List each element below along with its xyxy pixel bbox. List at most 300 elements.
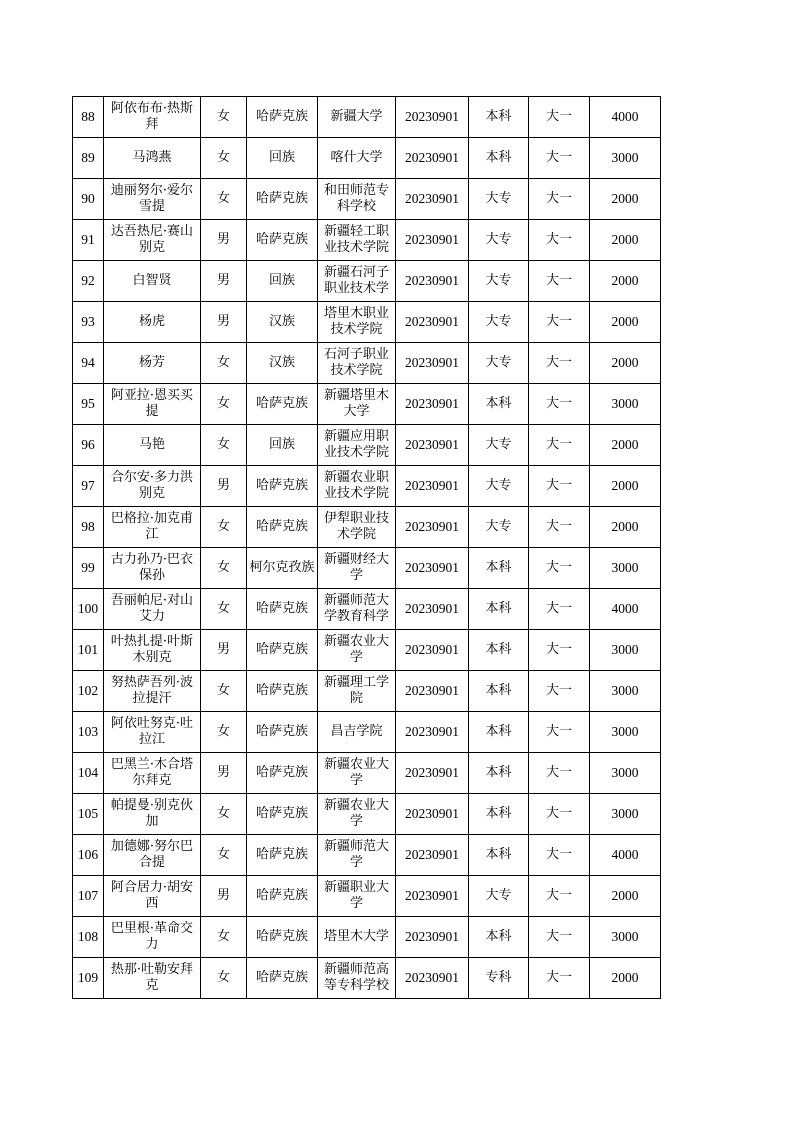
cell-degree-level [469,794,529,835]
cell-school [318,97,396,138]
enroll-date-text: 20230901 [405,396,459,411]
cell-gender [201,220,247,261]
amount-text: 3000 [611,683,639,698]
cell-row-number [73,138,104,179]
name-text: 阿合居力·胡安西 [110,880,194,911]
cell-grade [529,179,590,220]
cell-name [104,507,201,548]
grade-text: 大一 [545,888,572,903]
school-text: 新疆轻工职业技术学院 [323,224,389,255]
cell-name [104,138,201,179]
cell-gender [201,179,247,220]
row-number-text: 97 [81,478,95,493]
cell-enroll-date [396,671,469,712]
cell-row-number [73,753,104,794]
cell-grade [529,466,590,507]
cell-grade [529,220,590,261]
gender-text: 女 [216,560,230,575]
school-text: 新疆大学 [330,109,383,124]
cell-amount [590,958,661,999]
grade-text: 大一 [545,929,572,944]
table-row [73,466,661,507]
grade-text: 大一 [545,232,572,247]
cell-grade [529,876,590,917]
gender-text: 女 [216,724,230,739]
cell-row-number [73,384,104,425]
cell-ethnicity [247,630,318,671]
amount-text: 2000 [611,970,639,985]
cell-gender [201,507,247,548]
grade-text: 大一 [545,314,572,329]
cell-gender [201,548,247,589]
school-text: 新疆农业大学 [323,798,389,829]
row-number-text: 91 [81,232,95,247]
table-row [73,835,661,876]
table-row [73,753,661,794]
cell-row-number [73,917,104,958]
ethnicity-text: 哈萨克族 [255,888,308,903]
row-number-text: 98 [81,519,95,534]
cell-amount [590,671,661,712]
school-text: 塔里木职业技术学院 [323,306,389,337]
gender-text: 女 [216,437,230,452]
gender-text: 女 [216,109,230,124]
ethnicity-text: 哈萨克族 [255,683,308,698]
cell-amount [590,548,661,589]
enroll-date-text: 20230901 [405,109,459,124]
cell-gender [201,671,247,712]
cell-ethnicity [247,179,318,220]
cell-degree-level [469,466,529,507]
gender-text: 男 [216,314,230,329]
school-text: 新疆塔里木大学 [323,388,389,419]
cell-enroll-date [396,876,469,917]
degree-level-text: 本科 [485,847,512,862]
school-text: 和田师范专科学校 [323,183,389,214]
cell-row-number [73,425,104,466]
name-text: 合尔安·多力洪别克 [110,470,194,501]
cell-gender [201,425,247,466]
cell-enroll-date [396,958,469,999]
enroll-date-text: 20230901 [405,150,459,165]
name-text: 阿依布布·热斯拜 [110,101,194,132]
cell-grade [529,507,590,548]
enroll-date-text: 20230901 [405,437,459,452]
name-text: 马鸿燕 [132,150,172,165]
amount-text: 2000 [611,232,639,247]
cell-ethnicity [247,138,318,179]
enroll-date-text: 20230901 [405,601,459,616]
gender-text: 女 [216,355,230,370]
cell-enroll-date [396,220,469,261]
grade-text: 大一 [545,478,572,493]
cell-school [318,876,396,917]
cell-school [318,507,396,548]
cell-grade [529,261,590,302]
grade-text: 大一 [545,437,572,452]
ethnicity-text: 汉族 [268,355,295,370]
row-number-text: 103 [77,724,99,739]
cell-amount [590,220,661,261]
table-row [73,302,661,343]
cell-amount [590,876,661,917]
degree-level-text: 本科 [485,560,512,575]
cell-amount [590,835,661,876]
cell-gender [201,589,247,630]
row-number-text: 106 [77,847,99,862]
cell-ethnicity [247,261,318,302]
enroll-date-text: 20230901 [405,642,459,657]
cell-name [104,876,201,917]
cell-ethnicity [247,220,318,261]
cell-gender [201,302,247,343]
cell-row-number [73,712,104,753]
gender-text: 女 [216,519,230,534]
cell-school [318,712,396,753]
cell-ethnicity [247,917,318,958]
cell-gender [201,958,247,999]
cell-enroll-date [396,179,469,220]
cell-degree-level [469,179,529,220]
ethnicity-text: 哈萨克族 [255,109,308,124]
table-row [73,220,661,261]
name-text: 巴里根·革命交力 [110,921,194,952]
cell-amount [590,179,661,220]
grade-text: 大一 [545,601,572,616]
cell-grade [529,958,590,999]
cell-name [104,179,201,220]
student-aid-table [72,96,661,999]
gender-text: 女 [216,847,230,862]
cell-amount [590,712,661,753]
cell-school [318,589,396,630]
cell-gender [201,917,247,958]
cell-grade [529,343,590,384]
cell-gender [201,466,247,507]
cell-degree-level [469,507,529,548]
cell-row-number [73,958,104,999]
cell-row-number [73,302,104,343]
enroll-date-text: 20230901 [405,970,459,985]
cell-name [104,548,201,589]
degree-level-text: 本科 [485,396,512,411]
cell-row-number [73,97,104,138]
grade-text: 大一 [545,724,572,739]
cell-degree-level [469,671,529,712]
degree-level-text: 大专 [485,273,512,288]
cell-grade [529,671,590,712]
school-text: 喀什大学 [330,150,383,165]
cell-gender [201,712,247,753]
cell-gender [201,835,247,876]
cell-degree-level [469,712,529,753]
cell-degree-level [469,630,529,671]
cell-amount [590,384,661,425]
amount-text: 2000 [611,314,639,329]
row-number-text: 95 [81,396,95,411]
degree-level-text: 大专 [485,888,512,903]
table-row [73,343,661,384]
row-number-text: 104 [77,765,99,780]
cell-amount [590,589,661,630]
amount-text: 2000 [611,478,639,493]
row-number-text: 99 [81,560,95,575]
ethnicity-text: 哈萨克族 [255,232,308,247]
school-text: 新疆财经大学 [323,552,389,583]
cell-amount [590,507,661,548]
ethnicity-text: 哈萨克族 [255,396,308,411]
school-text: 新疆师范高等专科学校 [323,962,389,993]
degree-level-text: 大专 [485,478,512,493]
grade-text: 大一 [545,150,572,165]
table-row [73,671,661,712]
cell-gender [201,138,247,179]
cell-grade [529,384,590,425]
row-number-text: 88 [81,109,95,124]
school-text: 新疆石河子职业技术学 [323,265,389,296]
cell-school [318,630,396,671]
cell-degree-level [469,876,529,917]
cell-ethnicity [247,384,318,425]
cell-enroll-date [396,425,469,466]
cell-degree-level [469,138,529,179]
table-body [73,97,661,999]
row-number-text: 92 [81,273,95,288]
gender-text: 男 [216,273,230,288]
table-row [73,97,661,138]
cell-amount [590,466,661,507]
grade-text: 大一 [545,683,572,698]
ethnicity-text: 哈萨克族 [255,929,308,944]
cell-grade [529,425,590,466]
cell-row-number [73,548,104,589]
cell-ethnicity [247,958,318,999]
cell-amount [590,425,661,466]
cell-degree-level [469,835,529,876]
gender-text: 男 [216,642,230,657]
cell-grade [529,753,590,794]
row-number-text: 94 [81,355,95,370]
cell-name [104,302,201,343]
gender-text: 男 [216,888,230,903]
degree-level-text: 大专 [485,232,512,247]
cell-school [318,794,396,835]
cell-school [318,466,396,507]
school-text: 新疆师范大学 [323,839,389,870]
cell-grade [529,97,590,138]
enroll-date-text: 20230901 [405,888,459,903]
enroll-date-text: 20230901 [405,519,459,534]
name-text: 杨芳 [138,355,165,370]
gender-text: 女 [216,601,230,616]
degree-level-text: 本科 [485,150,512,165]
amount-text: 2000 [611,888,639,903]
gender-text: 女 [216,683,230,698]
cell-ethnicity [247,466,318,507]
row-number-text: 101 [77,642,99,657]
school-text: 新疆应用职业技术学院 [323,429,389,460]
table-row [73,548,661,589]
degree-level-text: 大专 [485,314,512,329]
cell-name [104,97,201,138]
row-number-text: 93 [81,314,95,329]
degree-level-text: 专科 [485,970,512,985]
cell-school [318,958,396,999]
amount-text: 3000 [611,560,639,575]
ethnicity-text: 回族 [268,437,295,452]
amount-text: 4000 [611,109,639,124]
table-row [73,179,661,220]
gender-text: 男 [216,232,230,247]
cell-degree-level [469,753,529,794]
cell-name [104,958,201,999]
gender-text: 男 [216,765,230,780]
school-text: 新疆农业大学 [323,757,389,788]
cell-school [318,138,396,179]
table-row [73,876,661,917]
cell-grade [529,302,590,343]
cell-ethnicity [247,548,318,589]
row-number-text: 90 [81,191,95,206]
school-text: 新疆农业职业技术学院 [323,470,389,501]
degree-level-text: 大专 [485,519,512,534]
cell-ethnicity [247,753,318,794]
cell-amount [590,343,661,384]
gender-text: 女 [216,191,230,206]
grade-text: 大一 [545,109,572,124]
degree-level-text: 本科 [485,642,512,657]
ethnicity-text: 回族 [268,273,295,288]
amount-text: 3000 [611,642,639,657]
enroll-date-text: 20230901 [405,355,459,370]
cell-grade [529,138,590,179]
cell-ethnicity [247,589,318,630]
enroll-date-text: 20230901 [405,806,459,821]
table-row [73,384,661,425]
name-text: 杨虎 [138,314,165,329]
ethnicity-text: 哈萨克族 [255,806,308,821]
row-number-text: 107 [77,888,99,903]
school-text: 新疆理工学院 [323,675,389,706]
school-text: 伊犁职业技术学院 [323,511,389,542]
cell-ethnicity [247,876,318,917]
name-text: 马艳 [138,437,165,452]
enroll-date-text: 20230901 [405,683,459,698]
cell-gender [201,794,247,835]
table-row [73,425,661,466]
grade-text: 大一 [545,765,572,780]
cell-gender [201,753,247,794]
cell-enroll-date [396,466,469,507]
cell-enroll-date [396,794,469,835]
degree-level-text: 大专 [485,437,512,452]
cell-school [318,835,396,876]
degree-level-text: 本科 [485,109,512,124]
row-number-text: 100 [77,601,99,616]
enroll-date-text: 20230901 [405,191,459,206]
table-row [73,794,661,835]
ethnicity-text: 柯尔克孜族 [249,560,315,575]
name-text: 白智贤 [132,273,172,288]
cell-name [104,384,201,425]
cell-row-number [73,220,104,261]
cell-name [104,261,201,302]
degree-level-text: 本科 [485,601,512,616]
grade-text: 大一 [545,806,572,821]
degree-level-text: 大专 [485,191,512,206]
cell-grade [529,630,590,671]
school-text: 石河子职业技术学院 [323,347,389,378]
name-text: 吾丽帕尼·对山艾力 [110,593,194,624]
ethnicity-text: 哈萨克族 [255,724,308,739]
degree-level-text: 本科 [485,724,512,739]
gender-text: 女 [216,150,230,165]
amount-text: 2000 [611,355,639,370]
cell-ethnicity [247,835,318,876]
amount-text: 4000 [611,601,639,616]
amount-text: 3000 [611,724,639,739]
cell-degree-level [469,261,529,302]
cell-amount [590,630,661,671]
cell-enroll-date [396,548,469,589]
name-text: 热那·吐勒安拜克 [110,962,194,993]
cell-grade [529,589,590,630]
name-text: 叶热扎提·叶斯木别克 [110,634,194,665]
cell-ethnicity [247,794,318,835]
amount-text: 2000 [611,437,639,452]
cell-degree-level [469,548,529,589]
cell-amount [590,794,661,835]
enroll-date-text: 20230901 [405,765,459,780]
cell-row-number [73,876,104,917]
degree-level-text: 本科 [485,806,512,821]
name-text: 巴黑兰·木合塔尔拜克 [110,757,194,788]
table-row [73,138,661,179]
cell-enroll-date [396,343,469,384]
name-text: 加德娜·努尔巴合提 [110,839,194,870]
amount-text: 3000 [611,150,639,165]
cell-gender [201,384,247,425]
amount-text: 2000 [611,191,639,206]
cell-gender [201,261,247,302]
cell-school [318,261,396,302]
school-text: 新疆师范大学教育科学 [323,593,389,624]
degree-level-text: 本科 [485,765,512,780]
cell-school [318,917,396,958]
cell-name [104,425,201,466]
cell-school [318,671,396,712]
row-number-text: 89 [81,150,95,165]
cell-school [318,343,396,384]
cell-amount [590,753,661,794]
table-row [73,507,661,548]
ethnicity-text: 哈萨克族 [255,642,308,657]
cell-enroll-date [396,97,469,138]
cell-row-number [73,835,104,876]
cell-gender [201,630,247,671]
cell-school [318,302,396,343]
cell-ethnicity [247,343,318,384]
cell-row-number [73,507,104,548]
grade-text: 大一 [545,191,572,206]
cell-degree-level [469,97,529,138]
amount-text: 4000 [611,847,639,862]
gender-text: 女 [216,396,230,411]
cell-enroll-date [396,138,469,179]
enroll-date-text: 20230901 [405,273,459,288]
enroll-date-text: 20230901 [405,314,459,329]
ethnicity-text: 汉族 [268,314,295,329]
